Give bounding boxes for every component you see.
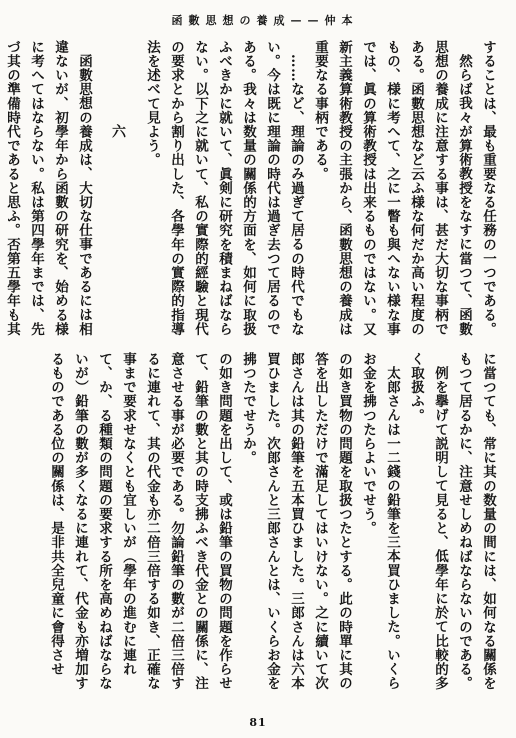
paragraph: ……など、理論のみ過ぎて居るの時代でもない。今は既に理論の時代は過ぎ去つて居るのである。我々は数量の關係的方面を、如何に取扱ふべきかに就いて、眞剣に研究を積まねばならない。以下之に就いて、私の實際的經驗と現代の要求とから割り出した、各學年の實際的指導法を述べて見よう。 <box>144 40 304 337</box>
paragraph: に當つても、常に其の数量の間には、如何なる關係をもつて居るかに、注意せしめねばならないのである。 <box>456 352 496 691</box>
paragraph: の如き買物の問題を取扱つたとする。此の時單に其の答を出しただけで滿足してはいけない。之に續いて次郎さんは其の鉛筆を五本買ひました。三郎さんは六本買ひました。次郎さんと三郎さんとは、いくらお金を拂つたでせうか。 <box>240 352 352 691</box>
paragraph: 然らば我々が算術教授をなすに當つて、函數思想の養成に注意する事は、甚だ大切な事柄である。函數思想など云ふ様な何だか高い程度のもの、様に考へて、之に一瞥も與へない様な事では、眞の算術教授は出来るものではない。又新主義算術教授の主張から、函數思想の養成は重要なる事柄である。 <box>312 40 472 337</box>
paragraph: 函數思想の養成は、大切な仕事であるには相違ないが、初學年から函數の研究を、始める様に考へてはならない。私は第四學年までは、先づ其の準備時代であると思ふ。否第五學年も其 <box>4 40 92 337</box>
paragraph: 例を擧げて説明して見ると、低學年に於て比較的多く取扱ふ。 <box>408 352 448 690</box>
section-heading: 六 <box>110 124 126 138</box>
running-head: 函數思想の養成——仲本 <box>171 14 359 27</box>
lower-text-block <box>12 352 500 698</box>
paragraph: の如き問題を出して、或は鉛筆の買物の問題を作らせて、鉛筆の數と其の時支拂ふべき代金との關係に、注意させる事が必要である。勿論鉛筆の數が二倍三倍するに連れて、其の代金も亦二倍三倍する如き、正確な事まで要求せなくとも宜しいが（學年の進むに連れて、か、る種類の問題の要求する所を高めねばならないが）鉛筆の數が多くなるに連れて、代金も亦増加するものである位の關係は、是非共全兒童に會得させ <box>48 352 232 691</box>
paragraph: することは、最も重要なる任務の一つである。 <box>480 40 496 337</box>
page-number: 81 <box>249 716 267 729</box>
example-problem: 太郎さんは一二錢の鉛筆を三本買ひました。いくらお金を拂つたらよいでせう。 <box>360 352 400 690</box>
upper-text-block <box>4 40 500 342</box>
